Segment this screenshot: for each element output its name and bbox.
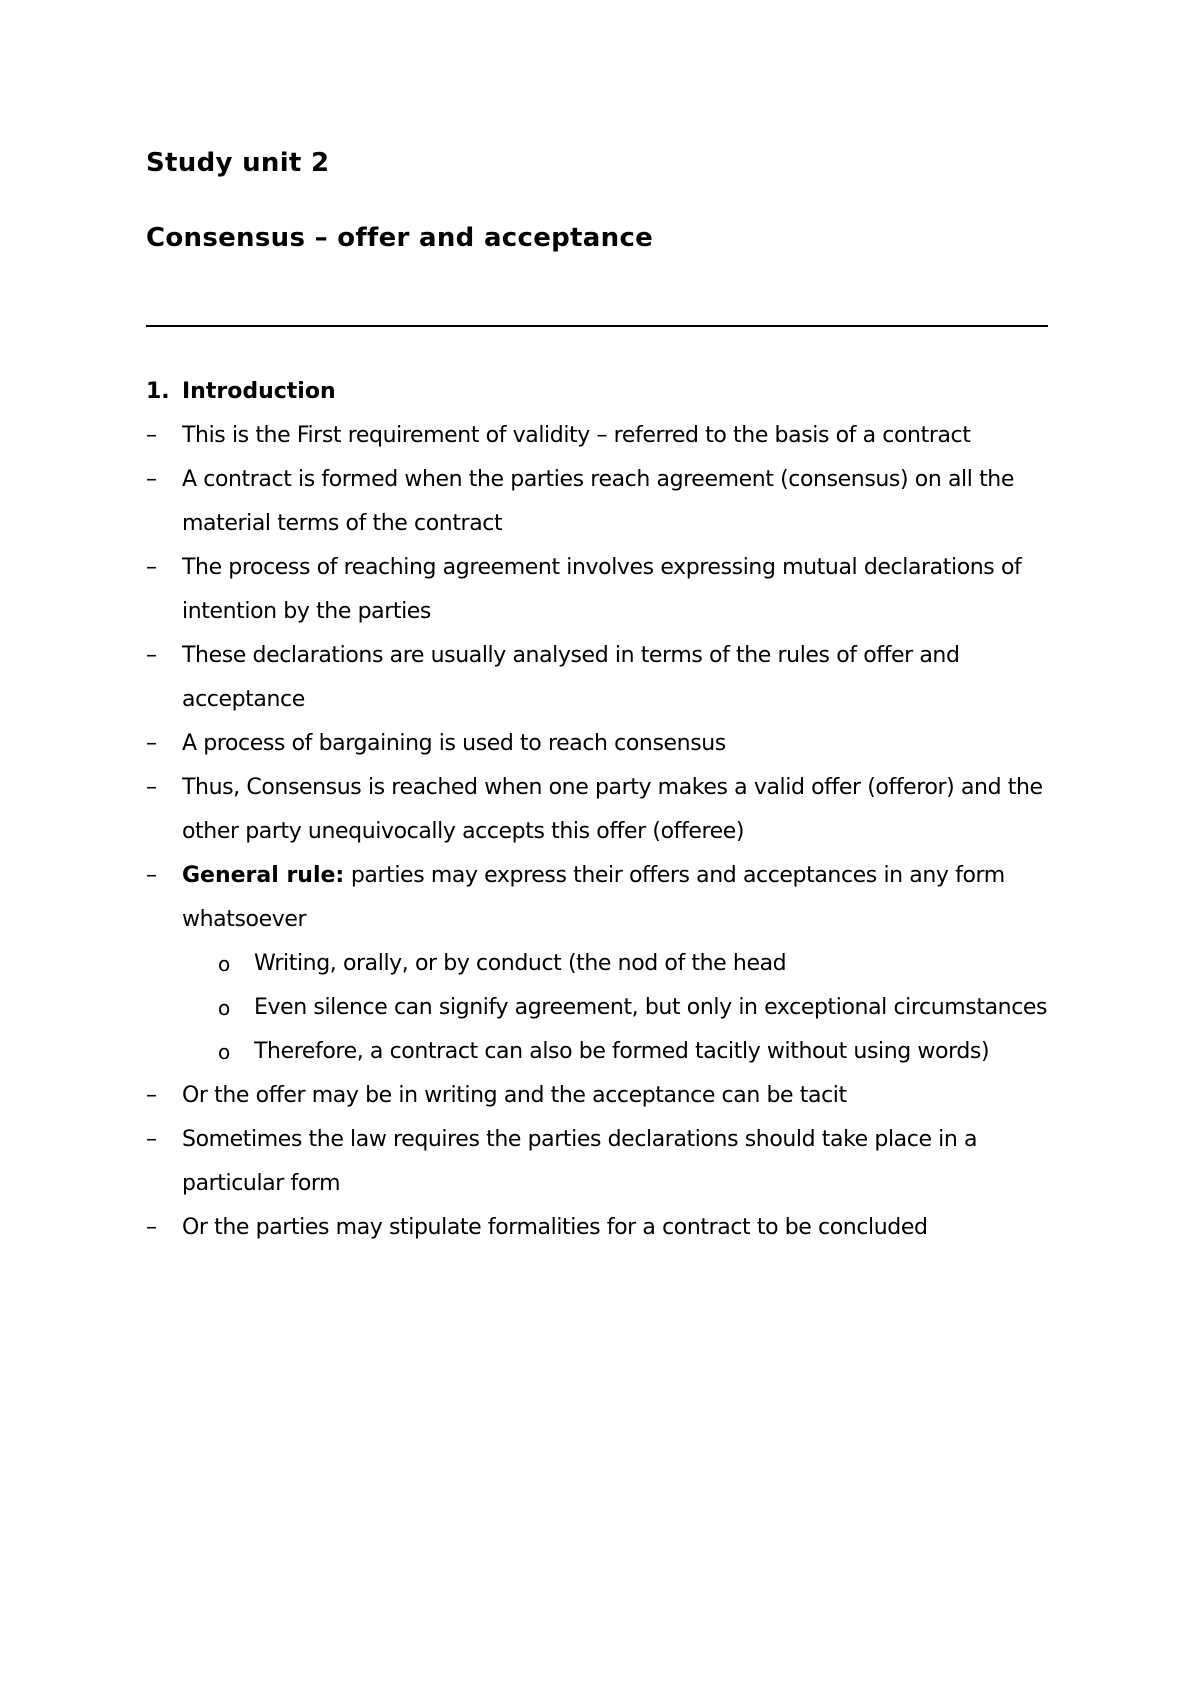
sub-list-item-text: Therefore, a contract can also be formed tacitly without using words)	[254, 1039, 990, 1064]
circle-bullet: o	[218, 996, 230, 1020]
list-item	[146, 722, 1066, 766]
list-item	[146, 766, 1066, 854]
section-heading	[146, 370, 1066, 414]
document-content	[146, 370, 1066, 1250]
list-item-text: Sometimes the law requires the parties declarations should take place in a particular form	[182, 1127, 978, 1196]
section-title: Introduction	[182, 379, 336, 404]
list-item	[146, 1206, 1066, 1250]
list-item	[146, 546, 1066, 634]
unit-title: Study unit 2	[146, 148, 330, 178]
general-rule-label: General rule:	[182, 863, 345, 888]
dash-bullet: –	[146, 555, 157, 580]
list-item-text: Or the parties may stipulate formalities for a contract to be concluded	[182, 1215, 928, 1240]
list-item-text: A process of bargaining is used to reach consensus	[182, 731, 726, 756]
list-item-text: Or the offer may be in writing and the acceptance can be tacit	[182, 1083, 847, 1108]
dash-bullet: –	[146, 1215, 157, 1240]
list-item-text: The process of reaching agreement involves expressing mutual declarations of intention by the parties	[182, 555, 1022, 624]
sub-list-item	[146, 1030, 1066, 1074]
list-item	[146, 458, 1066, 546]
circle-bullet: o	[218, 952, 230, 976]
sub-list-item	[146, 942, 1066, 986]
list-item-text: A contract is formed when the parties reach agreement (consensus) on all the material terms of the contract	[182, 467, 1014, 536]
list-item-text: These declarations are usually analysed in terms of the rules of offer and acceptance	[182, 643, 960, 712]
section-number: 1.	[146, 379, 170, 404]
dash-bullet: –	[146, 775, 157, 800]
dash-bullet: –	[146, 643, 157, 668]
sub-list-item	[146, 986, 1066, 1030]
list-item-text: Thus, Consensus is reached when one party makes a valid offer (offeror) and the other party unequivocally accepts this offer (offeree)	[182, 775, 1043, 844]
list-item	[146, 634, 1066, 722]
dash-bullet: –	[146, 423, 157, 448]
list-item	[146, 1074, 1066, 1118]
dash-bullet: –	[146, 863, 157, 888]
list-item-text: This is the First requirement of validity – referred to the basis of a contract	[182, 423, 971, 448]
sub-list-item-text: Writing, orally, or by conduct (the nod of the head	[254, 951, 787, 976]
dash-bullet: –	[146, 1127, 157, 1152]
list-item	[146, 414, 1066, 458]
sub-list-item-text: Even silence can signify agreement, but only in exceptional circumstances	[254, 995, 1048, 1020]
list-item	[146, 1118, 1066, 1206]
dash-bullet: –	[146, 731, 157, 756]
dash-bullet: –	[146, 1083, 157, 1108]
horizontal-rule	[146, 325, 1048, 327]
general-rule-item	[146, 854, 1066, 942]
circle-bullet: o	[218, 1040, 230, 1064]
dash-bullet: –	[146, 467, 157, 492]
general-rule-text: parties may express their offers and acceptances in any form whatsoever	[182, 863, 1005, 932]
document-subtitle: Consensus – offer and acceptance	[146, 223, 654, 253]
